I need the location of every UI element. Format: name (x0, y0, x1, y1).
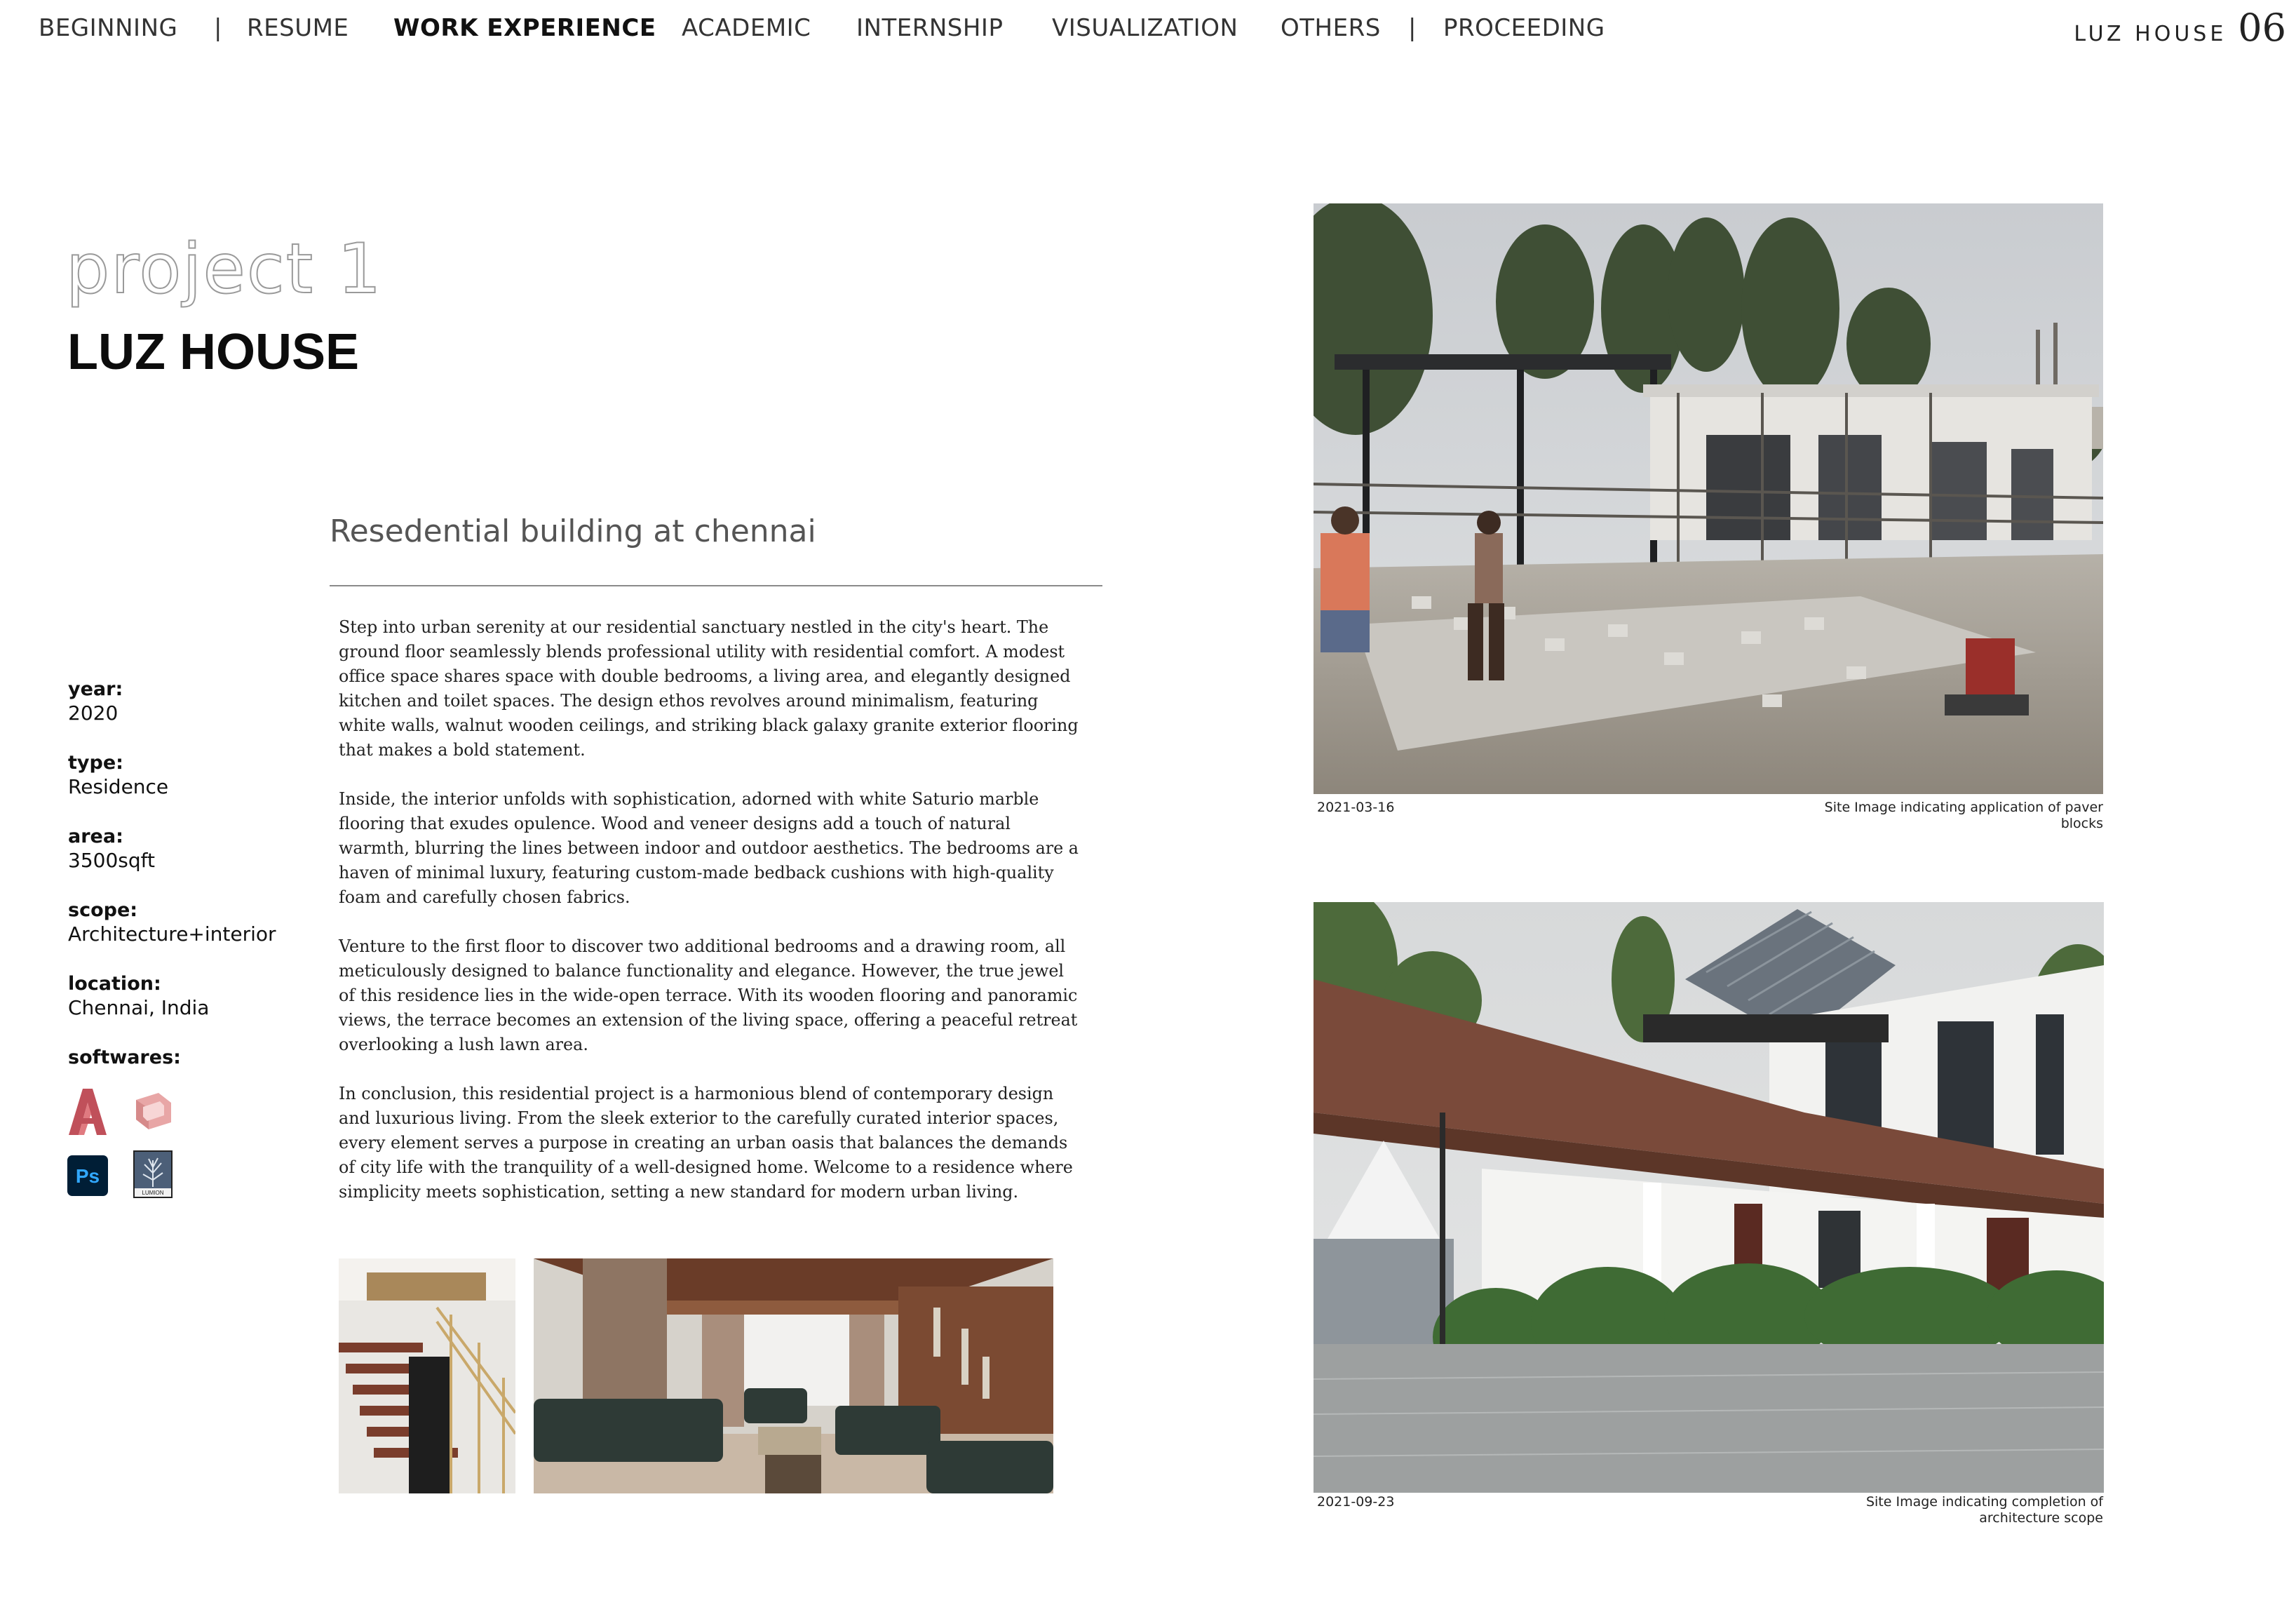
divider-rule (330, 585, 1102, 586)
meta-location (68, 972, 299, 1046)
svg-text:Ps: Ps (75, 1165, 100, 1187)
photo-date: 2021-09-23 (1317, 1494, 1395, 1510)
page-number: 06 (2238, 6, 2286, 50)
nav-separator: | (214, 14, 222, 42)
meta-scope (68, 899, 299, 972)
nav-work-experience[interactable]: WORK EXPERIENCE (393, 14, 656, 42)
site-photo-completed-house (1314, 902, 2104, 1493)
meta-value: 2020 (68, 701, 119, 725)
meta-value: Architecture+interior (68, 922, 276, 946)
nav-visualization[interactable]: VISUALIZATION (1052, 14, 1238, 42)
sketchup-icon (132, 1090, 174, 1132)
meta-label: area: (68, 826, 123, 847)
photoshop-icon (67, 1155, 108, 1196)
header-title: LUZ HOUSE (2074, 22, 2227, 46)
nav-internship[interactable]: INTERNSHIP (856, 14, 1004, 42)
page-header (2074, 6, 2286, 50)
photo-caption: Site Image indicating application of paver blocks (1824, 800, 2103, 831)
meta-value: Residence (68, 775, 169, 798)
description-paragraph: In conclusion, this residential project is a harmonious blend of contemporary design and luxurious living. From the sleek exterior to the carefully curated interior spaces, every element serves a purpose in creating an urban oasis that balances the demands of city life with the tranquility of a well-designed home. Welcome to a residence where simplicity meets sophistication, setting a new standard for modern urban living. (339, 1084, 1073, 1202)
description-paragraph: Inside, the interior unfolds with sophistication, adorned with white Saturio marble flooring that exudes opulence. Wood and veneer designs add a touch of natural warmth, blurring the lines between indoor and outdoor aesthetics. The bedrooms are a haven of minimal luxury, featuring custom-made bedback cushions with high-quality foam and carefully chosen fabrics. (339, 789, 1079, 907)
meta-value: 3500sqft (68, 849, 155, 872)
project-meta (68, 678, 299, 1120)
autocad-icon (66, 1086, 109, 1136)
svg-text:LUMION: LUMION (142, 1190, 164, 1196)
interior-photo-living-room (534, 1258, 1053, 1493)
interior-photo-staircase (339, 1258, 515, 1493)
meta-year (68, 678, 299, 751)
nav-others[interactable]: OTHERS (1281, 14, 1381, 42)
meta-label: location: (68, 973, 161, 995)
nav-academic[interactable]: ACADEMIC (682, 14, 811, 42)
meta-value: Chennai, India (68, 996, 210, 1019)
project-subtitle: Resedential building at chennai (330, 513, 816, 549)
description-paragraph: Venture to the first floor to discover two additional bedrooms and a drawing room, all meticulously designed to balance functionality and elegance. However, the true jewel of this residence lies in the wide-open terrace. With its wooden flooring and panoramic views, the terrace becomes an extension of the living space, offering a peaceful retreat overlooking a lush lawn area. (339, 936, 1078, 1054)
meta-label: scope: (68, 899, 138, 921)
project-number: project 1 (66, 229, 383, 309)
nav-beginning[interactable]: BEGINNING (39, 14, 178, 42)
meta-label: year: (68, 678, 123, 700)
meta-label: type: (68, 752, 123, 774)
project-description (339, 615, 1079, 1229)
description-paragraph: Step into urban serenity at our residential sanctuary nestled in the city's heart. The ground floor seamlessly blends professional utility with residential comfort. A modest office space shares space with double bedrooms, a living area, and elegantly designed kitchen and toilet spaces. The design ethos revolves around minimalism, featuring white walls, walnut wooden ceilings, and striking black galaxy granite exterior flooring that makes a bold statement. (339, 617, 1079, 760)
photo-date: 2021-03-16 (1317, 800, 1395, 815)
meta-area (68, 825, 299, 899)
lumion-icon (133, 1150, 173, 1198)
project-name: LUZ HOUSE (67, 324, 360, 380)
site-photo-paver-blocks (1314, 203, 2103, 794)
nav-resume[interactable]: RESUME (247, 14, 349, 42)
meta-type (68, 751, 299, 825)
photo-caption: Site Image indicating completion of architecture scope (1865, 1494, 2103, 1526)
nav-proceeding[interactable]: PROCEEDING (1443, 14, 1605, 42)
nav-separator: | (1408, 14, 1417, 42)
meta-label: softwares: (68, 1047, 181, 1068)
